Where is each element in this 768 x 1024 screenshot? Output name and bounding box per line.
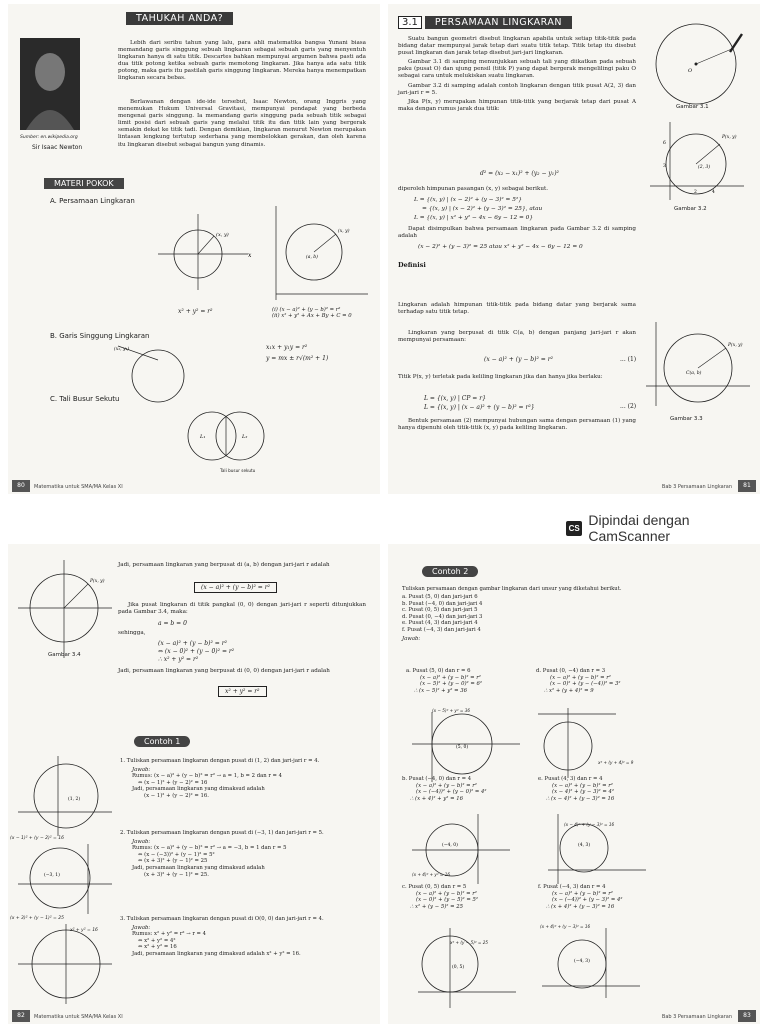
derive-2: ⇔ (x − 0)² + (y − 0)² = r² [158,648,235,655]
ex2-jawab: Jawab: [132,838,151,845]
sol-c-center-label: (0, 5) [452,965,465,970]
ex3-jawab: Jawab: [132,924,151,931]
para-8-wrap [398,374,636,381]
contoh-2-intro: Tuliskan persamaan dengan gambar lingkaran dari unsur yang diketahui berikut. [402,586,622,592]
svg-text:2: 2 [694,190,697,195]
given-a: a. Pusat (5, 0) dan jari-jari 6 [402,594,478,600]
figure-3-2-diagram [650,122,750,202]
sol-f-step-1: (x − a)² + (y − b)² = r² [552,890,613,897]
svg-text:O: O [688,68,693,74]
book-page-83 [388,544,760,1024]
eq-center-standard: (i) (x − a)² + (y − b)² = r² [272,307,341,313]
eq-origin-circle: x² + y² = r² [178,308,213,315]
solution-c [402,884,552,910]
portrait-silhouette-icon [20,38,80,130]
given-c: c. Pusat (0, 5) dan jari-jari 5 [402,607,478,614]
para-6: Dapat disimpulkan bahwa persamaan lingkaran pada Gambar 3.2 di samping adalah [398,226,636,240]
sol-d-step-3: ∴ x² + (y + 4)² = 9 [544,687,594,694]
p3-text-2: Jika pusat lingkaran di titik pangkal (0, 0) dengan jari-jari r seperti ditunjukkan pada Gambar 3.4, maka: [118,602,366,616]
figure-3-1-diagram [650,12,750,112]
page-number: 81 [738,480,756,492]
eq-number-2: ... (2) [620,403,637,410]
header-label: PERSAMAAN LINGKARAN [425,16,572,29]
contoh-2-list [402,594,602,642]
para-2: Gambar 3.1 di samping menunjukkan sebuah tali yang diikatkan pada sebuah paku (pusat O) dan ujung pensil (titik P) yang dapat bergerak mengelilingi paku O sebagai cara untuk melukiskan suatu lingkaran. [398,59,636,80]
sol-a-step-2: (x − 5)² + (y − 0)² = 6² [420,681,482,688]
contoh-1-banner: Contoh 1 [134,736,190,747]
book-page-81 [388,4,760,494]
contoh-2-banner: Contoh 2 [422,566,478,577]
ex1-step-2: ⇔ (x − 1)² + (y − 2)² = 16 [138,779,208,786]
sol-a-center-label: (5, 0) [456,745,469,750]
intro-text-2: Berlawanan dengan ide-ide tersebut, Isaac Newton, orang Inggris yang menemukan Hukum Universal Gravitasi, mempunyai pendapat yang berbeda mengenai garis singgung. Ia memandang garis singgung pada sebuah titik sebagai limit posisi dari sebuah garis yang melalui titik itu dan titik lain yang bergerak semakin dekat ke titik tadi. Dengan demikian, lingkaran menurut Newton merupakan lintasan lengkung tertutup sederhana yang membelokkan gerakan, dan oleh karena itu lingkaran disebut sebagai bangun yang dinamis. [118,99,366,148]
ex1-circle-graph [18,756,114,836]
contoh-2-jawab: Jawab: [402,635,421,642]
eq-center-form [272,307,352,319]
figure-3-2-caption: Gambar 3.2 [674,206,707,212]
sol-f-graph [542,928,642,998]
ex2-step-2: ⇔ (x − (−3))² + (y − 1)² = 5² [138,851,215,858]
sol-f-step-2: (x − (−4))² + (y − 3)² = 4² [552,897,623,904]
photo-source: Sumber: en.wikipedia.org [20,135,78,140]
intro-paragraph-1 [118,40,366,83]
eq-ab-zero: a = b = 0 [158,620,187,627]
sol-d-graph [538,708,618,778]
sol-e-step-1: (x − a)² + (y − b)² = r² [552,782,613,789]
given-e: e. Pusat (4, 3) dan jari-jari 4 [402,620,478,627]
sol-b-step-1: (x − a)² + (y − b)² = r² [416,782,477,789]
sol-a-graph-label: (x − 5)² + y² = 36 [432,708,471,713]
ex1-step-3: Jadi, persamaan lingkaran yang dimaksud adalah [132,786,265,793]
ex3-step-2: ⇔ x² + y² = 4² [138,937,176,944]
sol-e-title: e. Pusat (4, 3) dan r = 4 [538,776,603,782]
chord-label: Tali busur sekutu [220,468,256,473]
sol-f-graph-label: (x + 4)² + (y − 3)² = 16 [540,924,591,929]
section-header [398,14,572,30]
svg-text:(x, y): (x, y) [216,232,229,238]
ex3-step-3: ⇔ x² + y² = 16 [138,944,177,951]
ex1-step-4: (x − 1)² + (y − 2)² = 16. [144,792,209,799]
ex2-step-3: ⇔ (x + 3)² + (y − 1)² = 25 [138,858,208,865]
figure-3-1-caption: Gambar 3.1 [676,104,709,110]
definition-text: Lingkaran adalah himpunan titik-titik pada bidang datar yang berjarak sama terhadap satu titik tetap. [398,302,636,316]
para-1: Suatu bangun geometri disebut lingkaran apabila untuk setiap titik-titik pada bidang datar mempunyai jarak tetap dari suatu titik tetap. Titik tetap itu disebut pusat lingkaran dan jarak tetap disebut jari-jari lingkaran. [398,36,636,57]
sol-a-graph [412,712,522,782]
item-b-title: B. Garis Singgung Lingkaran [50,332,150,340]
page-footer: Matematika untuk SMA/MA Kelas XI [34,1014,123,1020]
sol-a-title: a. Pusat (5, 0) dan r = 6 [406,668,471,674]
definition-intro [398,36,636,113]
sol-c-step-2: (x − 0)² + (y − 5)² = 5² [416,897,478,904]
photo-caption: Sir Isaac Newton [32,144,83,151]
sol-d-step-2: (x − 0)² + (y − (−4))² = 3² [550,681,621,688]
sol-f-step-3: ∴ (x + 4)² + (y − 3)² = 16 [546,903,615,910]
ex2-graph-label: (x + 3)² + (y − 1)² = 25 [10,916,64,921]
ex3-circle-graph [18,924,114,1004]
solution-f [538,884,698,910]
ex2-step-4: Jadi, persamaan lingkaran yang dimaksud adalah [132,864,265,871]
p3-text-2-wrap [118,602,366,616]
page-footer: Matematika untuk SMA/MA Kelas XI [34,484,123,490]
given-d: d. Pusat (0, −4) dan jari-jari 3 [402,613,483,620]
svg-text:6: 6 [663,141,666,146]
svg-text:4: 4 [712,190,715,195]
figure-3-3-caption: Gambar 3.3 [670,416,703,422]
p3-text-4-wrap [118,668,366,675]
eq-tangent-slope: y = mx ± r√(m² + 1) [266,355,329,362]
eq-set-3: L = {(x, y) | x² + y² − 4x − 6y − 12 = 0} [414,215,534,221]
p3-text-1: Jadi, persamaan lingkaran yang berpusat di (a, b) dengan jari-jari r adalah [118,562,330,568]
eq-boxed: (x − a)² + (y − b)² = r² [194,582,277,593]
ex3-graph-label: x² + y² = 16 [70,928,98,933]
para-3: Gambar 3.2 di samping adalah contoh lingkaran dengan titik pusat A(2, 3) dan jari-jari r = 5. [398,82,636,96]
derive-1: (x − a)² + (y − b)² = r² [158,640,228,647]
given-b: b. Pusat (−4, 0) dan jari-jari 4 [402,600,483,607]
eq-center-general: (ii) x² + y² + Ax + By + C = 0 [272,313,352,319]
svg-text:P(x, y): P(x, y) [90,579,105,584]
ex3-step-4: Jadi, persamaan lingkaran yang dimaksud adalah x² + y² = 16. [132,950,301,957]
page-number: 82 [12,1010,30,1022]
item-a-title: A. Persamaan Lingkaran [50,197,135,205]
ex1-step-1: Rumus: (x − a)² + (y − b)² = r² → a = 1, b = 2 dan r = 4 [132,773,283,780]
sol-b-step-2: (x − (−4))² + (y − 0)² = 4² [416,789,487,796]
tangent-line-diagram [114,344,208,404]
sol-f-title: f. Pusat (−4, 3) dan r = 4 [538,884,606,890]
para-5: diperoleh himpunan pasangan (x, y) sebagai berikut. [398,186,548,192]
definition-text-wrap [398,302,636,316]
svg-text:(2, 3): (2, 3) [698,165,711,170]
common-chord-diagram [186,406,276,466]
sol-b-title: b. Pusat (−4, 0) dan r = 4 [402,776,472,782]
sol-b-graph-label: (x + 4)² + y² = 16 [412,872,451,877]
solution-d [536,668,696,694]
tangent-eqs [266,344,328,362]
item-c-title: C. Tali Busur Sekutu [50,395,120,403]
eq-conclusion: (x − 2)² + (y − 3)² = 25 atau x² + y² − 4x − 6y − 12 = 0 [418,244,583,250]
sol-d-title: d. Pusat (0, −4) dan r = 3 [536,668,606,674]
eq-set-2: = {(x, y) | (x − 2)² + (y − 3)² = 25}, atau [422,206,543,212]
sol-c-step-1: (x − a)² + (y − b)² = r² [416,890,477,897]
ex1-question: 1. Tuliskan persamaan lingkaran dengan pusat di (1, 2) dan jari-jari r = 4. [120,758,320,764]
sol-b-step-3: ∴ (x + 4)² + y² = 16 [410,795,463,802]
ex1-graph-label: (x − 1)² + (y − 2)² = 16 [10,836,64,841]
svg-text:3: 3 [663,164,666,169]
eq-general: (x − a)² + (y − b)² = r² [484,356,554,363]
circle-center-diagram [268,206,378,301]
p3-derivation [158,640,234,664]
page-number: 80 [12,480,30,492]
para-6-wrap [398,226,636,240]
para-4: Jika P(x, y) merupakan himpunan titik-titik yang berjarak tetap dari pusat A maka dengan rumus jarak dua titik: [398,98,636,112]
solution-a [406,668,556,694]
svg-text:C(a, b): C(a, b) [686,371,702,376]
svg-text:(x, y): (x, y) [338,229,350,234]
derive-3: ∴ x² + y² = r² [158,656,199,663]
svg-text:P(x, y): P(x, y) [722,135,737,140]
intro-paragraph-2 [118,99,366,149]
para-7-wrap [398,330,636,344]
sol-a-step-1: (x − a)² + (y − b)² = r² [420,674,481,681]
sol-d-step-1: (x − a)² + (y − b)² = r² [550,674,611,681]
solution-b [402,776,552,802]
eq-point-set-2: L = {(x, y) | (x − a)² + (y − b)² = r²} [424,404,535,411]
header-label: TAHUKAH ANDA? [126,12,233,25]
sol-e-step-3: ∴ (x − 4)² + (y − 3)² = 16 [546,795,615,802]
newton-portrait [20,38,80,130]
ex1-jawab: Jawab: [132,766,151,773]
ex2-step-5: (x + 3)² + (y − 1)² = 25. [144,871,209,878]
para-9-wrap [398,418,636,432]
svg-text:L₂: L₂ [242,434,248,440]
page-number: 83 [738,1010,756,1022]
book-page-80 [8,4,380,494]
para-7: Lingkaran yang berpusat di titik C(a, b) dengan panjang jari-jari r akan mempunyai persamaan: [398,330,636,344]
book-page-82 [8,544,380,1024]
section-header [126,10,233,26]
example-1 [120,758,366,800]
para-8: Titik P(x, y) terletak pada keliling lingkaran jika dan hanya jika berlaku: [398,374,603,380]
sol-e-step-2: (x − 4)² + (y − 3)² = 4² [552,789,614,796]
set-equations [414,196,542,223]
ex2-circle-graph [18,844,114,914]
p3-intro-wrap [118,562,366,569]
ex3-step-1: Rumus: x² + y² = r² → r = 4 [132,931,207,938]
intro-text-1: Lebih dari seribu tahun yang lalu, para ahli matematika bangsa Yunani biasa memandang garis singgung sebuah lingkaran sebagai sebuah garis yang menyentuh lingkaran hanya di satu titik. Descartes bahkan mempunyai argumen bahwa pasti ada dua titik potong ketika sebuah garis memotong lingkaran. Jika hanya ada satu titik potong, maka garis itu pastilah garis singgung lingkaran. Mereka hanya menempatkan lingkaran secara bebas. [118,40,366,82]
svg-text:(1, 2): (1, 2) [68,797,81,802]
circle-origin-diagram [158,214,258,294]
figure-3-3-diagram [646,322,756,412]
ex3-question: 3. Tuliskan persamaan lingkaran dengan pusat di O(0, 0) dan jari-jari r = 4. [120,916,324,922]
section-number: 3.1 [398,16,422,29]
sol-b-center-label: (−4, 0) [442,843,458,848]
sol-c-graph-label: x² + (y − 5)² = 25 [450,940,489,945]
sol-a-step-3: ∴ (x − 5)² + y² = 36 [414,687,467,694]
point-sets [424,394,535,412]
camscanner-label: Dipindai dengan CamScanner [588,512,690,544]
eq-point-set-1: L = {(x, y) | CP = r} [424,395,486,402]
p3-text-4: Jadi, persamaan lingkaran yang berpusat di (0, 0) dengan jari-jari r adalah [118,668,330,674]
sol-c-title: c. Pusat (0, 5) dan r = 5 [402,884,467,890]
svg-text:(−3, 1): (−3, 1) [44,873,60,878]
ex2-question: 2. Tuliskan persamaan lingkaran dengan pusat di (−3, 1) dan jari-jari r = 5. [120,830,324,836]
sol-c-step-3: ∴ x² + (y − 5)² = 25 [410,903,463,910]
sol-f-center-label: (−4, 3) [574,959,590,964]
eq-tangent-point: x₁x + y₁y = r² [266,344,308,351]
example-2 [120,830,366,878]
svg-text:x: x [248,252,252,259]
para-9: Bentuk persamaan (2) mempunyai hubungan sama dengan persamaan (1) yang hanya dipenuhi oleh titik-titik (x, y) pada keliling lingkaran. [398,418,636,432]
svg-text:P(x, y): P(x, y) [728,343,743,348]
given-f: f. Pusat (−4, 3) dan jari-jari 4 [402,626,481,633]
figure-3-4-diagram [18,560,114,660]
eq-origin-final: x² + y² = r² [218,686,267,697]
svg-text:(x₁, y₁): (x₁, y₁) [114,347,130,352]
para-5-wrap [398,186,636,193]
page-footer: Bab 3 Persamaan Lingkaran [661,484,732,490]
p3-text-3: sehingga, [118,630,146,636]
eq-distance: d² = (x₂ − x₁)² + (y₂ − y₁)² [480,170,559,177]
example-3 [120,916,366,958]
sol-e-graph-label: (x − 4)² + (y − 3)² = 16 [564,822,615,827]
sol-e-center-label: (4, 3) [578,843,591,848]
definition-title: Definisi [398,261,426,269]
figure-3-4-caption: Gambar 3.4 [48,652,81,658]
ex2-step-1: Rumus: (x − a)² + (y − b)² = r² → a = −3, b = 1 dan r = 5 [132,845,287,852]
materi-pokok-banner: MATERI POKOK [44,178,124,189]
svg-text:L₁: L₁ [200,434,206,440]
sol-d-graph-label: x² + (y + 4)² = 9 [598,760,634,765]
eq-set-1: L = {(x, y) | (x − 2)² + (y − 3)² = 5²} [414,197,522,203]
svg-text:(a, b): (a, b) [306,255,318,260]
camscanner-watermark [566,512,768,544]
solution-e [538,776,698,802]
camscanner-logo-icon: CS [566,521,582,536]
page-footer: Bab 3 Persamaan Lingkaran [661,1014,732,1020]
eq-number-1: ... (1) [620,356,637,363]
